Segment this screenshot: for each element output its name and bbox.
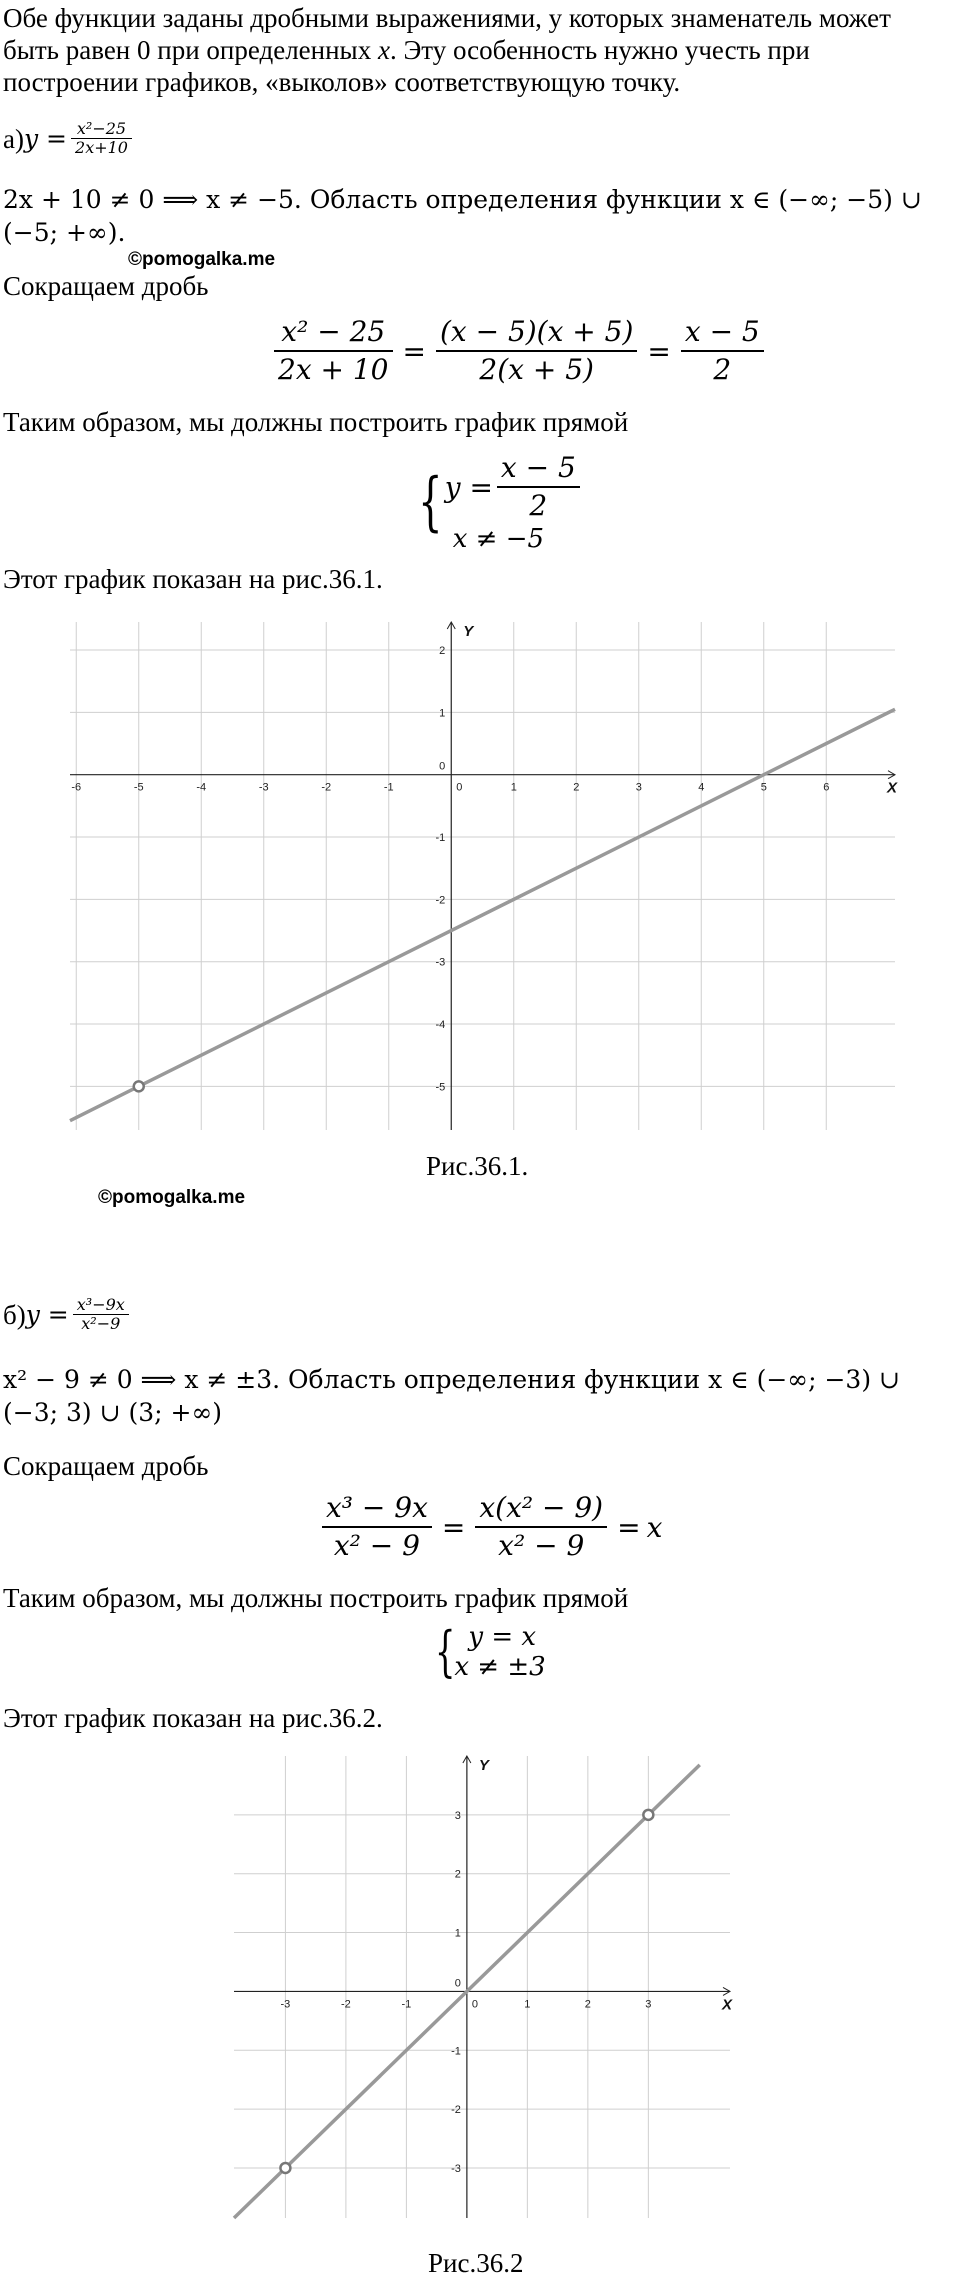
equals-sign: = [402,334,426,368]
part-b-func-numerator: x³−9x [76,1295,125,1314]
y-tick-label: 1 [454,1927,461,1940]
x-tick-label: 1 [510,781,517,794]
x-tick-label: -1 [383,781,394,794]
watermark: ©pomogalka.me [128,249,276,270]
y-axis-title: Y [463,623,474,640]
series-line [70,709,895,1120]
x-tick-label: 3 [635,781,642,794]
intro-line-2 [3,34,810,66]
x-tick-label: 0 [456,781,463,794]
intro-line-2-b: . Эту особенность нужно учесть при [389,35,810,65]
x-tick-label: -2 [341,1998,351,2011]
x-tick-label: 6 [823,781,830,794]
part-b-func-denominator: x²−9 [81,1314,121,1333]
chart-36-2 [0,1740,960,2230]
part-a-domain-line-1: 2x + 10 ≠ 0 ⟹ x ≠ −5. Область определения функции x ∈ (−∞; −5) ∪ [3,185,922,214]
part-a-sys-den: 2 [529,489,548,522]
y-tick-label: -1 [451,2045,461,2058]
part-a-sys-num: x − 5 [500,451,576,484]
eq-a-frac-3 [681,314,764,388]
part-b-reduction-equation [318,1490,662,1564]
eq-a-den-3: 2 [713,353,732,386]
part-b-sys-line-2: x ≠ ±3 [454,1652,546,1682]
part-a-conclusion: Таким образом, мы должны построить график прямой [3,407,629,437]
part-b-label: б) [3,1299,26,1330]
open-point-marker [643,1810,653,1820]
x-tick-label: -3 [258,781,269,794]
y-tick-label: 3 [454,1809,461,1822]
x-axis-title: X [722,1996,733,2014]
intro-line-1: Обе функции заданы дробными выражениями, у которых знаменатель может [3,3,891,33]
y-tick-label: -3 [435,956,446,969]
x-tick-label: 5 [760,781,767,794]
equals-sign: = [441,1510,466,1544]
y-tick-label: 2 [454,1868,461,1881]
part-b-domain-line-1: x² − 9 ≠ 0 ⟹ x ≠ ±3. Область определения функции x ∈ (−∞; −3) ∪ [3,1365,900,1394]
x-tick-label: 3 [645,1998,652,2011]
equals-sign: = [647,334,671,368]
system-brace-icon: { [418,465,443,539]
y-tick-label: -5 [435,1081,446,1094]
eq-a-den-2: 2(x + 5) [479,353,594,386]
part-a-reduction-equation [270,314,768,388]
part-b-system [428,1622,546,1682]
part-a-func-numerator: x²−25 [76,119,127,138]
eq-a-frac-1 [274,314,393,388]
x-tick-label: 1 [524,1998,531,2011]
equals-sign: = [617,1510,641,1544]
part-b-sys-line-1: y = x [468,1622,537,1652]
part-a-reduce-label: Сокращаем дробь [3,271,209,301]
part-a-func-denominator: 2x+10 [75,138,128,157]
x-tick-label: -3 [280,1998,291,2011]
y-tick-label: 1 [439,707,446,720]
x-tick-label: -5 [133,781,144,794]
part-a-y: y = [23,123,68,153]
part-b-y: y = [25,1299,69,1329]
part-b-reduce-label: Сокращаем дробь [3,1451,209,1481]
part-a-sys-y: y = [444,470,493,504]
figure-caption-36-1: Рис.36.1. [426,1151,529,1181]
y-tick-label: -2 [435,894,446,907]
eq-b-frac-2 [475,1490,607,1564]
system-brace-icon: { [434,1620,456,1683]
x-tick-label: 0 [471,1998,478,2011]
eq-b-frac-1 [322,1490,432,1564]
eq-b-num-2: x(x² − 9) [479,1491,604,1524]
y-tick-label: -2 [451,2104,461,2117]
chart-36-1 [0,600,960,1140]
y-axis-title: Y [478,1757,489,1774]
part-a-label: а) [3,123,24,154]
intro-variable-x: x [377,35,390,65]
y-tick-label: -1 [435,832,446,845]
eq-a-num-3: x − 5 [684,315,760,348]
part-a-domain-line-2: (−5; +∞). [3,218,126,247]
eq-b-rhs: x [646,1510,663,1544]
y-tick-label: -3 [451,2162,461,2175]
eq-b-den-1: x² − 9 [333,1529,420,1562]
part-a-system [410,450,584,554]
y-tick-label: 2 [439,645,446,658]
x-tick-label: -2 [321,781,332,794]
x-tick-label: -1 [401,1998,412,2011]
part-b-conclusion: Таким образом, мы должны построить график прямой [3,1583,629,1613]
eq-a-den-1: 2x + 10 [278,353,389,386]
y-tick-label: -4 [435,1019,446,1032]
eq-b-num-1: x³ − 9x [326,1491,428,1524]
eq-b-den-2: x² − 9 [498,1529,585,1562]
x-tick-label: 2 [573,781,580,794]
open-point-marker [134,1081,144,1091]
eq-a-num-1: x² − 25 [281,315,386,348]
part-a-header [3,120,136,157]
x-tick-label: 2 [584,1998,591,2011]
open-point-marker [280,2163,290,2173]
x-axis-title: X [887,779,898,797]
part-b-header [3,1296,133,1333]
watermark: ©pomogalka.me [98,1187,246,1208]
part-a-function-fraction [71,120,132,157]
part-b-graph-ref: Этот график показан на рис.36.2. [3,1703,383,1733]
eq-a-frac-2 [436,314,637,388]
part-b-domain-line-2: (−3; 3) ∪ (3; +∞) [3,1398,223,1427]
intro-line-2-a: быть равен 0 при определенных [3,35,378,65]
part-b-function-fraction [73,1296,129,1333]
figure-caption-36-2: Рис.36.2 [428,2248,524,2278]
origin-label: 0 [454,1977,461,1990]
part-a-sys-fraction [497,450,580,524]
x-tick-label: 4 [698,781,705,794]
x-tick-label: -6 [71,781,82,794]
part-a-sys-condition: x ≠ −5 [452,524,545,554]
eq-a-num-2: (x − 5)(x + 5) [439,315,634,348]
part-a-graph-ref: Этот график показан на рис.36.1. [3,564,383,594]
intro-line-3: построении графиков, «выколов» соответствующую точку. [3,67,681,97]
origin-label: 0 [439,760,446,773]
x-tick-label: -4 [196,781,207,794]
